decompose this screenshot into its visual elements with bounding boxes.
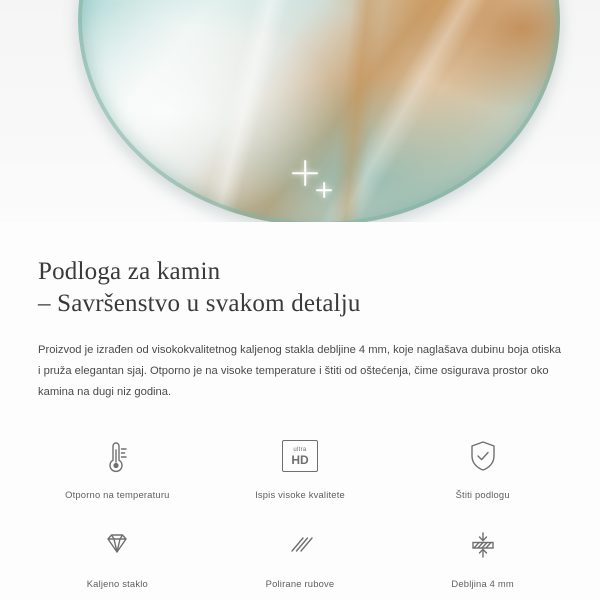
feature-label: Štiti podlogu: [455, 489, 510, 500]
feature-item-temperature: [26, 433, 209, 500]
thickness-icon: [460, 522, 506, 568]
feature-item-protects-floor: [391, 433, 574, 500]
description-paragraph: Proizvod je izrađen od visokokvalitetnog kaljenog stakla debljine 4 mm, koje naglašava dubinu boja otiska i pruža elegantan sjaj. Otporno je na visoke temperature i štiti od oštećenja, čime osigurava prostor oko kamina na dugi niz godina.: [38, 344, 562, 398]
feature-label: Polirane rubove: [265, 578, 335, 589]
feature-label: Debljina 4 mm: [451, 578, 514, 589]
diamond-icon: [94, 522, 140, 568]
content-block: [0, 222, 600, 403]
headline-line-1: Podloga za kamin: [38, 258, 221, 285]
ultra-hd-icon: [277, 433, 323, 479]
hero-image: [0, 0, 600, 222]
ultra-hd-badge-top: ultra: [293, 446, 307, 453]
page-title: [38, 256, 562, 320]
feature-item-thickness: [391, 522, 574, 589]
headline-line-2: – Savršenstvo u svakom detalju: [38, 290, 361, 317]
feature-item-print-quality: [209, 433, 392, 500]
feature-grid: [0, 433, 600, 589]
shield-check-icon: [460, 433, 506, 479]
feature-label: Ispis visoke kvalitete: [255, 489, 345, 500]
feature-item-tempered-glass: [26, 522, 209, 589]
polished-edges-icon: [277, 522, 323, 568]
feature-label: Otporno na temperaturu: [65, 489, 170, 500]
ultra-hd-badge-main: HD: [291, 452, 309, 467]
thermometer-icon: [94, 433, 140, 479]
feature-label: Kaljeno staklo: [86, 578, 148, 589]
feature-item-polished-edges: [209, 522, 392, 589]
